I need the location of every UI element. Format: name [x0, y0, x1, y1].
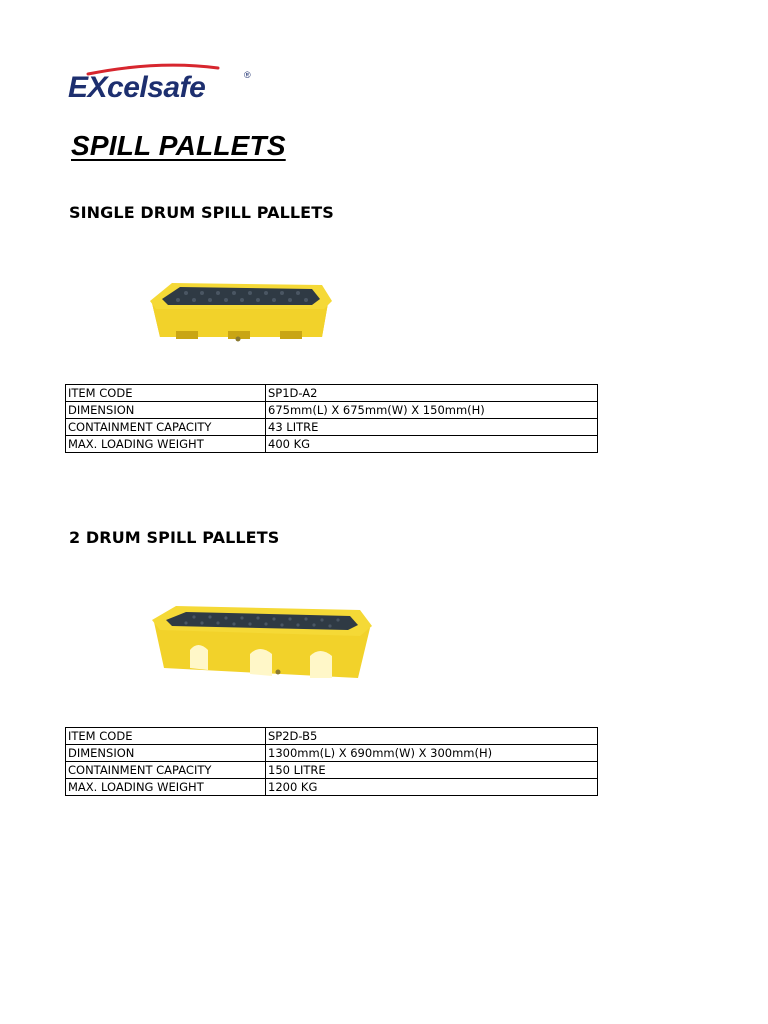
page-title: SPILL PALLETS [71, 130, 286, 161]
spec-label: CONTAINMENT CAPACITY [66, 419, 266, 436]
spec-value: 1200 KG [266, 779, 598, 796]
spec-value: 43 LITRE [266, 419, 598, 436]
spec-value: 400 KG [266, 436, 598, 453]
table-row [66, 779, 598, 796]
spec-table-single-drum [65, 384, 598, 453]
section-heading-two-drum: 2 DRUM SPILL PALLETS [69, 528, 280, 547]
spec-value: 675mm(L) X 675mm(W) X 150mm(H) [266, 402, 598, 419]
two-drum-spill-pallet-image [150, 592, 375, 692]
spec-value: SP1D-A2 [266, 385, 598, 402]
single-drum-spill-pallet-image [146, 255, 336, 365]
registered-mark: ® [244, 70, 251, 80]
spec-label: MAX. LOADING WEIGHT [66, 779, 266, 796]
spec-value: 1300mm(L) X 690mm(W) X 300mm(H) [266, 745, 598, 762]
logo-text: EXcelsafe [68, 71, 206, 104]
spec-label: CONTAINMENT CAPACITY [66, 762, 266, 779]
table-row [66, 385, 598, 402]
spec-label: DIMENSION [66, 745, 266, 762]
spec-value: SP2D-B5 [266, 728, 598, 745]
table-row [66, 419, 598, 436]
section-heading-single-drum: SINGLE DRUM SPILL PALLETS [69, 203, 334, 222]
table-row [66, 728, 598, 745]
table-row [66, 402, 598, 419]
table-row [66, 745, 598, 762]
spec-table-two-drum [65, 727, 598, 796]
spec-value: 150 LITRE [266, 762, 598, 779]
spec-label: ITEM CODE [66, 385, 266, 402]
spec-label: DIMENSION [66, 402, 266, 419]
brand-logo [68, 62, 258, 106]
table-row [66, 436, 598, 453]
spec-label: MAX. LOADING WEIGHT [66, 436, 266, 453]
table-row [66, 762, 598, 779]
spec-label: ITEM CODE [66, 728, 266, 745]
